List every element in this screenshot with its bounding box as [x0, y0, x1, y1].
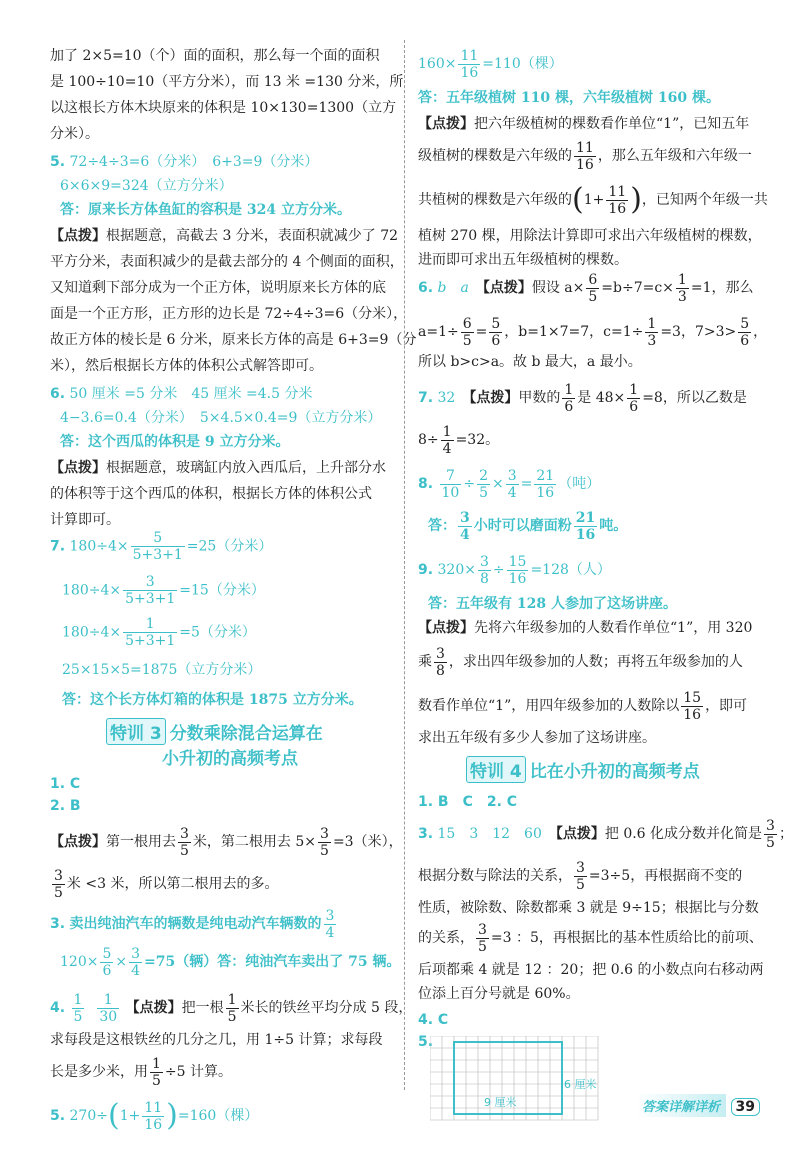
r1-line: 160× $\frac{11}{16}$ =110（棵）	[418, 47, 563, 81]
text-line: 米），然后根据长方体的体积公式解答即可。	[50, 358, 323, 374]
s4-q5-number: 5.	[418, 1034, 434, 1050]
q9-line1: 9. 320× $\frac{3}{8}$ ÷ $\frac{15}{16}$ =128（人）	[418, 553, 611, 587]
q6-line1: 6. 50 厘米 =5 分米 45 厘米 =4.5 分米	[50, 386, 313, 402]
q5-line1: 5. 72÷4÷3=6（分米） 6+3=9（分米）	[50, 154, 319, 170]
s3-q3-line2: 120× $\frac{5}{6}$ × $\frac{3}{4}$ =75（辆）答：纯油汽车卖出了 75 辆。	[60, 945, 401, 979]
q6-line1: 6. b a 【点拨】假设 a× $\frac{6}{5}$ =b÷7=c× $\frac{1}{3}$ =1，那么	[418, 271, 754, 305]
q6-line2: 4−3.6=0.4（分米） 5×4.5×0.4=9（立方分米）	[60, 410, 382, 426]
q9-tip-line3: 数看作单位“1”，用四年级参加的人数除以 $\frac{15}{16}$ ，即可	[418, 689, 748, 723]
r1-tip-line5: 进而即可求出五年级植树的棵数。	[418, 252, 628, 268]
r1-tip-line3: 共植树的棵数是六年级的(1+ $\frac{11}{16}$ )，已知两个年级一共	[418, 182, 768, 217]
text-line: 故正方体的棱长是 6 分米，原来长方体的高是 6+3=9（分	[50, 332, 417, 348]
q7-row2: 180÷4× $\frac{3}{5+3+1}$ =15（分米）	[62, 574, 265, 607]
r1-tip-line2: 级植树的棵数是六年级的 $\frac{11}{16}$ ，那么五年级和六年级一	[418, 139, 752, 173]
q6-line2: a=1÷ $\frac{6}{5}$ = $\frac{5}{6}$ ，b=1×7=7，c=1÷ $\frac{1}{3}$ =3，7>3> $\frac{5}{6}$ ，	[418, 315, 768, 349]
text-line: 的体积等于这个西瓜的体积，根据长方体的体积公式	[50, 486, 372, 502]
grid-diagram	[430, 1036, 610, 1126]
width-label: 9 厘米	[484, 1096, 517, 1109]
q5-answer: 答：原来长方体鱼缸的容积是 324 立方分米。	[60, 202, 351, 218]
r1-answer: 答：五年级植树 110 棵，六年级植树 160 棵。	[418, 90, 720, 106]
r1-tip-line1: 【点拨】把六年级植树的棵数看作单位“1”，已知五年	[418, 116, 750, 132]
s3-q4-line1: 4. $\frac{1}{5}$ $\frac{1}{30}$ 【点拨】把一根 $\frac{1}{5}$ 米长的铁丝平均分成 5 段，	[50, 991, 413, 1025]
s3-q1: 1. C	[50, 776, 81, 792]
q5-tip: 【点拨】根据题意，高截去 3 分米，表面积就减少了 72	[50, 228, 399, 244]
s4-q3-line5: 后项都乘 4 就是 12 ：20；把 0.6 的小数点向右移动两	[418, 962, 764, 978]
section-3-tag: 特训 3	[106, 718, 166, 745]
s3-q2-tip: 【点拨】第一根用去 $\frac{3}{5}$ 米，第二根用去 5× $\frac{3}{5}$ =3（米），	[50, 825, 403, 859]
q9-tip-line1: 【点拨】先将六年级参加的人数看作单位“1”，用 320	[418, 620, 753, 636]
s4-q3-line6: 位添上百分号就是 60%。	[418, 986, 580, 1002]
s4-q3-line4: 的关系， $\frac{3}{5}$ =3 ：5，再根据比的基本性质给比的前项、	[418, 921, 763, 955]
column-divider	[404, 40, 405, 1090]
q8-answer: 答： $\frac{3}{4}$ 小时可以磨面粉 $\frac{21}{16}$ 吨。	[428, 509, 628, 543]
r1-tip-line4: 植树 270 棵，用除法计算即可求出六年级植树的棵数，	[418, 228, 762, 244]
text-line: 是 100÷10=10（平方分米），而 13 米 =130 分米，所	[50, 74, 404, 90]
q5-line2: 6×6×9=324（立方分米）	[60, 178, 233, 194]
s4-q3-line3: 性质，被除数、除数都乘 3 就是 9÷15；根据比与分数	[418, 900, 759, 916]
s4-q3-line2: 根据分数与除法的关系， $\frac{3}{5}$ =3÷5，再根据商不变的	[418, 859, 743, 893]
text-line: 加了 2×5=10（个）面的面积，那么每一个面的面积	[50, 48, 380, 64]
page-number: 39	[731, 1098, 760, 1116]
page-footer	[636, 1094, 760, 1117]
text-line: 平方分米，表面积减少的是截去部分的 4 个侧面的面积，	[50, 254, 404, 270]
section-4-title: 特训 4 比在小升初的高频考点	[466, 756, 700, 783]
s3-q4-line3: 长是多少米，用 $\frac{1}{5}$ ÷5 计算。	[50, 1055, 233, 1089]
height-label: 6 厘米	[564, 1078, 597, 1091]
s4-q1-q2: 1. B C 2. C	[418, 794, 518, 810]
q9-answer: 答：五年级有 128 人参加了这场讲座。	[428, 596, 677, 612]
q7-row1: 7. 180÷4× $\frac{5}{5+3+1}$ =25（分米）	[50, 530, 273, 563]
q7-line4: 25×15×5=1875（立方分米）	[62, 662, 262, 678]
q6-line3: 所以 b>c>a。故 b 最大，a 最小。	[418, 354, 642, 370]
q6-answer: 答：这个西瓜的体积是 9 立方分米。	[60, 434, 290, 450]
text-line: 面是一个正方形，正方形的边长是 72÷4÷3=6（分米），	[50, 306, 408, 322]
text-line: 计算即可。	[50, 512, 120, 528]
q8-line1: 8. $\frac{7}{10}$ ÷ $\frac{2}{5}$ × $\frac{3}{4}$ = $\frac{21}{16}$ （吨）	[418, 467, 601, 501]
s4-q3-line1: 3. 15 3 12 60 【点拨】把 0.6 化成分数并化简是 $\frac{3}{5}$ ；	[418, 817, 793, 851]
q6-tip: 【点拨】根据题意，玻璃缸内放入西瓜后，上升部分水	[50, 460, 386, 476]
s3-q4-line2: 求每段是这根铁丝的几分之几，用 1÷5 计算；求每段	[50, 1032, 383, 1048]
section-3-title-line2: 小升初的高频考点	[162, 749, 298, 769]
section-3-title: 特训 3 分数乘除混合运算在	[106, 718, 323, 745]
q9-tip-line2: 乘 $\frac{3}{8}$ ，求出四年级参加的人数；再将五年级参加的人	[418, 645, 743, 679]
q7-line1: 7. 32 【点拨】甲数的 $\frac{1}{6}$ 是 48× $\frac{1}{6}$ =8，所以乙数是	[418, 381, 747, 415]
text-line: 又知道剩下部分成为一个正方体，说明原来长方体的底	[50, 280, 386, 296]
s3-q3-line1: 3. 卖出纯油汽车的辆数是纯电动汽车辆数的 $\frac{3}{4}$	[50, 907, 335, 941]
footer-label: 答案详解详析	[636, 1094, 726, 1117]
s3-q5: 5. 270÷(1+ $\frac{11}{16}$ )=160（棵）	[50, 1098, 259, 1133]
q7-line2: 8÷ $\frac{1}{4}$ =32。	[418, 423, 500, 457]
text-line: 以这根长方体木块原来的体积是 10×130=1300（立方	[50, 100, 397, 116]
s4-q4: 4. C	[418, 1012, 449, 1028]
q7-answer: 答：这个长方体灯箱的体积是 1875 立方分米。	[62, 692, 363, 708]
q7-row3: 180÷4× $\frac{1}{5+3+1}$ =5（分米）	[62, 616, 256, 649]
section-4-tag: 特训 4	[466, 756, 526, 783]
q9-tip-line4: 求出五年级有多少人参加了这场讲座。	[418, 730, 656, 746]
s3-q2: 2. B	[50, 798, 81, 814]
text-line: 分米）。	[50, 126, 99, 142]
s3-q2-tip-line2: $\frac{3}{5}$ 米 <3 米，所以第二根用去的多。	[54, 867, 279, 901]
